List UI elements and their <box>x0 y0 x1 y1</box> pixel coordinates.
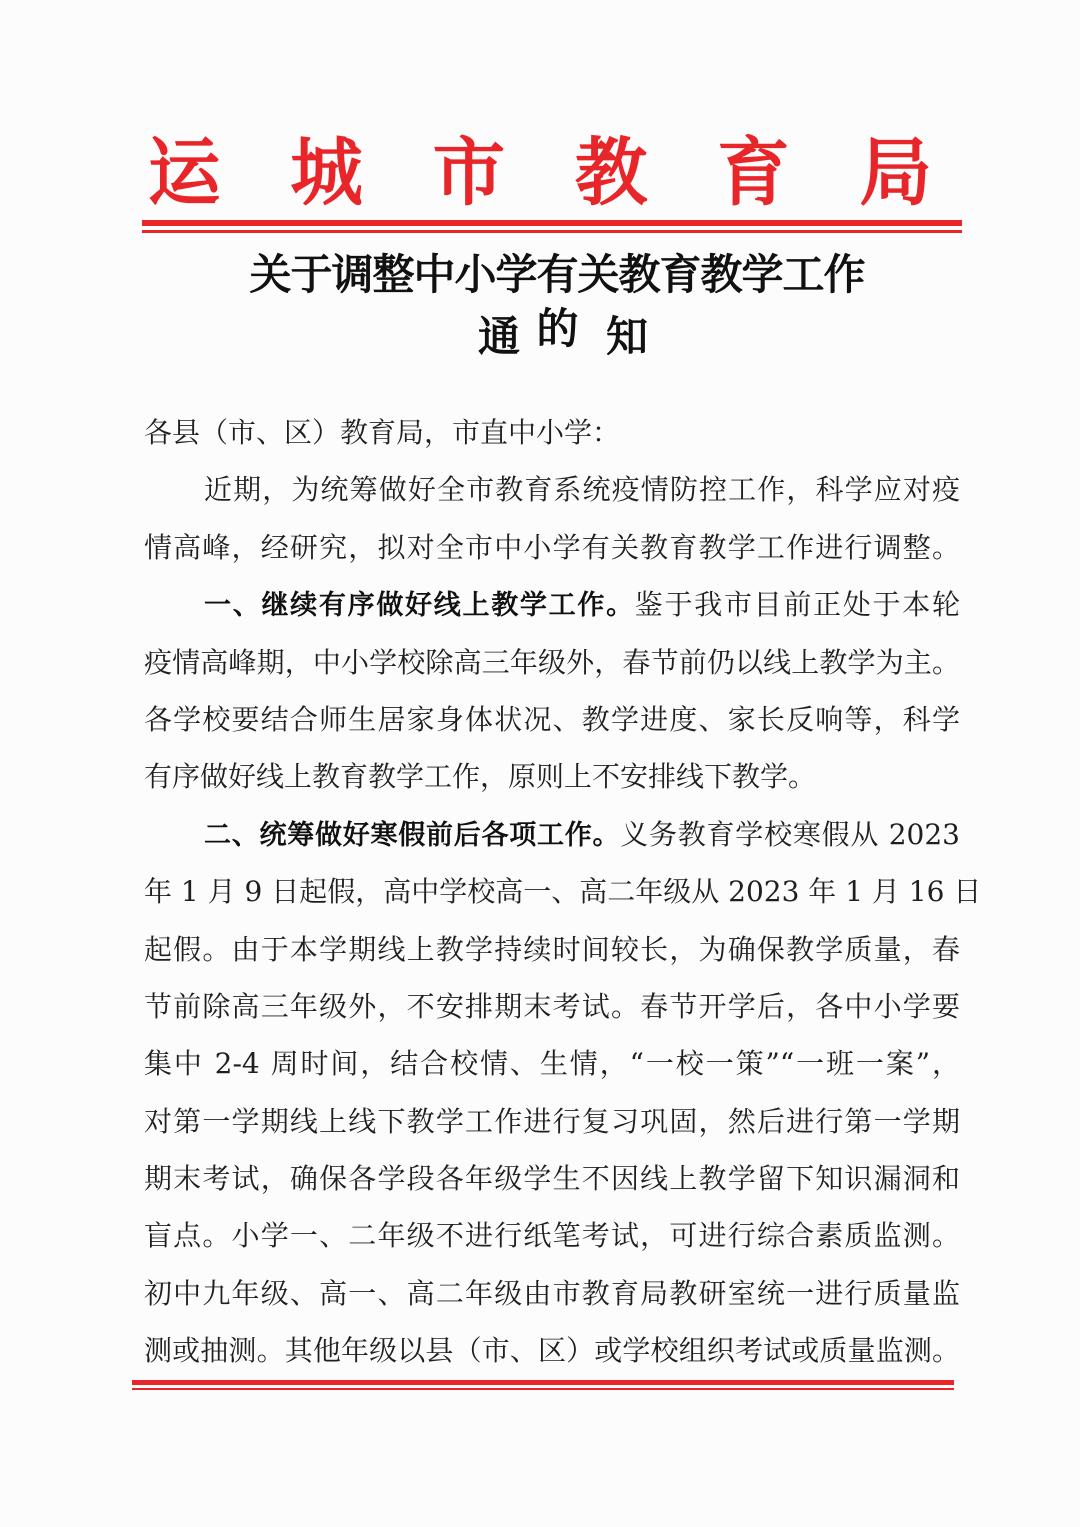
document-title-notice <box>478 310 648 364</box>
agency-char: 运 <box>148 130 221 216</box>
section-2-first-line <box>144 806 960 863</box>
header-divider-thin <box>142 230 962 233</box>
header-divider-thick <box>142 220 962 226</box>
agency-char: 城 <box>290 130 363 216</box>
title-char: 知 <box>605 312 648 361</box>
title-char: 通 <box>478 312 521 361</box>
paragraph-line: 情高峰，经研究，拟对全市中小学有关教育教学工作进行调整。 <box>144 530 960 564</box>
paragraph-line: 节前除高三年级外，不安排期末考试。春节开学后，各中小学要 <box>144 989 960 1023</box>
document-title: 关于调整中小学有关教育教学工作的 <box>249 250 865 353</box>
agency-char: 教 <box>574 130 648 216</box>
agency-char: 市 <box>432 130 506 216</box>
section-1-heading: 一、继续有序做好线上教学工作。 <box>204 590 635 622</box>
document-body <box>144 404 982 1380</box>
paragraph-line: 有序做好线上教育教学工作，原则上不安排线下教学。 <box>144 760 817 794</box>
paragraph-line: 盲点。小学一、二年级不进行纸笔考试，可进行综合素质监测。 <box>144 1219 960 1253</box>
footer-divider-thick <box>132 1380 954 1385</box>
salutation: 各县（市、区）教育局，市直中小学： <box>144 416 621 449</box>
paragraph-line: 疫情高峰期，中小学校除高三年级外，春节前仍以线上教学为主。 <box>144 645 960 679</box>
paragraph-line: 近期，为统筹做好全市教育系统疫情防控工作，科学应对疫 <box>204 473 960 507</box>
paragraph-line: 各学校要结合师生居家身体状况、教学进度、家长反响等，科学 <box>144 702 960 736</box>
paragraph-line: 初中九年级、高一、高二年级由市教育局教研室统一进行质量监 <box>144 1276 960 1310</box>
section-2-heading: 二、统筹做好寒假前后各项工作。 <box>204 819 621 851</box>
section-1-first-line <box>144 576 960 633</box>
paragraph-line: 期末考试，确保各学段各年级学生不因线上教学留下知识漏洞和 <box>144 1162 960 1196</box>
paragraph-line: 对第一学期线上线下教学工作进行复习巩固，然后进行第一学期 <box>144 1104 960 1138</box>
paragraph-line: 集中 2-4 周时间，结合校情、生情，“一校一策”“一班一案”， <box>144 1047 960 1081</box>
paragraph-line: 起假。由于本学期线上教学持续时间较长，为确保教学质量，春 <box>144 932 960 966</box>
agency-char: 育 <box>717 130 790 216</box>
issuing-agency-header <box>148 128 932 218</box>
paragraph-text: 义务教育学校寒假从 2023 <box>620 817 960 851</box>
paragraph-line: 年 1 月 9 日起假，高中学校高一、高二年级从 2023 年 1 月 16 日 <box>144 875 982 909</box>
paragraph-text: 鉴于我市目前正处于本轮 <box>634 588 960 622</box>
paragraph-line: 测或抽测。其他年级以县（市、区）或学校组织考试或质量监测。 <box>144 1334 960 1368</box>
footer-divider-thin <box>132 1388 954 1390</box>
agency-char: 局 <box>859 130 932 216</box>
